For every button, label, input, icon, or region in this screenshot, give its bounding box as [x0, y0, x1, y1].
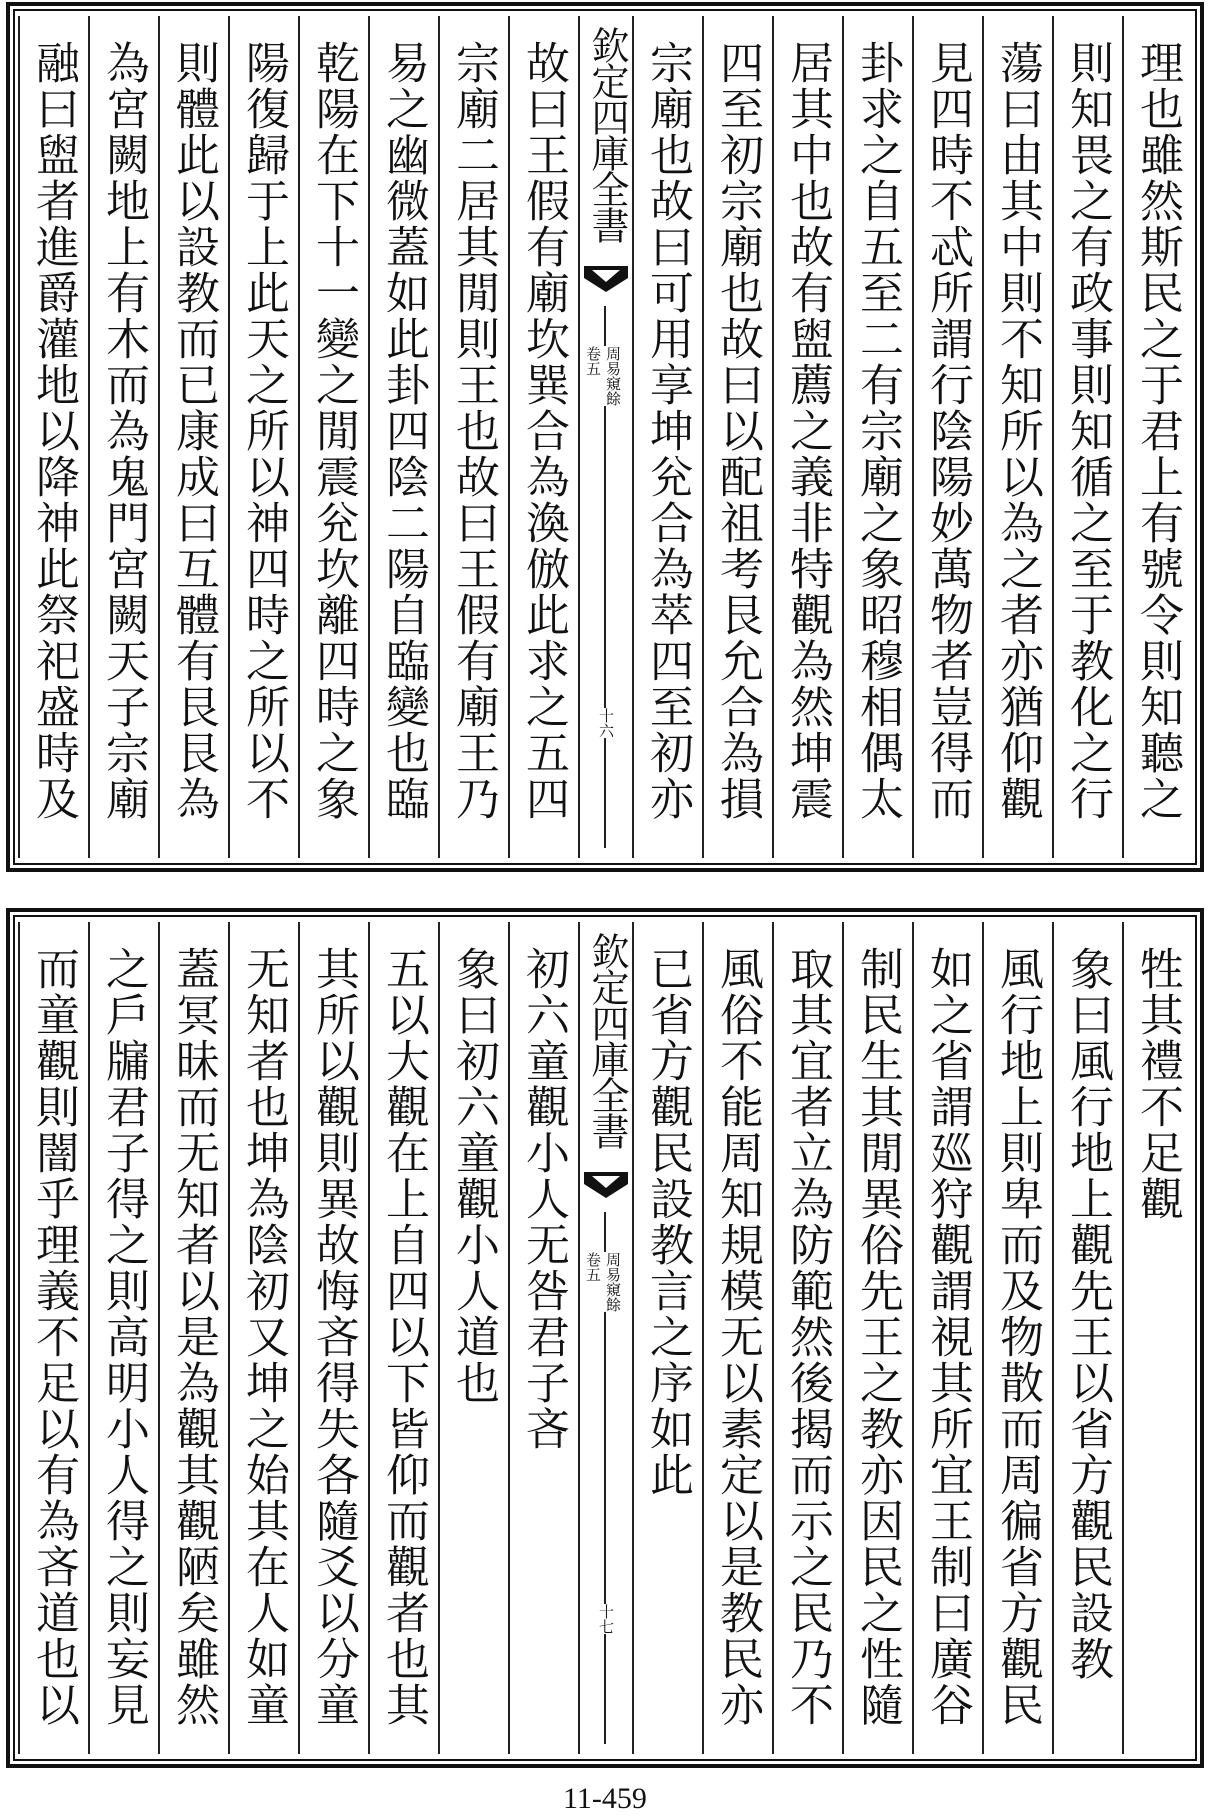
text-column: 居其中也故有盥薦之義非特觀為然坤震 — [772, 16, 842, 858]
volume-label: 卷五 — [584, 1252, 602, 1282]
fish-tail-mark-icon — [584, 1172, 628, 1202]
text-column: 理也雖然斯民之于君上有號令則知聽之 — [1122, 16, 1192, 858]
block-center-margin — [578, 16, 632, 858]
book-title: 欽定四庫全書 — [585, 932, 629, 1148]
text-column: 蓋冥昧而无知者以是為觀其觀陋矣雖然 — [158, 922, 228, 1754]
text-column: 蕩曰由其中則不知所以為之者亦猶仰觀 — [982, 16, 1052, 858]
text-column: 四至初宗廟也故曰以配祖考艮允合為損 — [702, 16, 772, 858]
top-columns — [18, 16, 1192, 858]
text-column: 乾陽在下十一變之閒震兊坎離四時之象 — [298, 16, 368, 858]
text-column: 故曰王假有廟坎巽合為渙倣此求之五四 — [508, 16, 578, 858]
fish-tail-mark-icon — [584, 266, 628, 296]
book-name: 周易窺餘 — [604, 1252, 622, 1312]
block-center-margin — [578, 922, 632, 1754]
text-column: 易之幽微蓋如此卦四陰二陽自臨變也臨 — [368, 16, 438, 858]
leaf-number: 十六 — [597, 708, 615, 738]
text-column: 其所以觀則異故悔吝得失各隨爻以分童 — [298, 922, 368, 1754]
text-column: 制民生其閒異俗先王之教亦因民之性隨 — [842, 922, 912, 1754]
text-column: 陽復歸于上此天之所以神四時之所以不 — [228, 16, 298, 858]
bottom-page-panel — [6, 908, 1204, 1768]
text-column: 宗廟也故曰可用享坤兊合為萃四至初亦 — [632, 16, 702, 858]
text-column: 為宮闕地上有木而為鬼門宮闕天子宗廟 — [88, 16, 158, 858]
text-column: 初六童觀小人无咎君子吝 — [508, 922, 578, 1754]
text-column: 則體此以設教而已康成曰互體有艮艮為 — [158, 16, 228, 858]
text-column: 取其宜者立為防範然後揭而示之民乃不 — [772, 922, 842, 1754]
text-column: 卦求之自五至二有宗廟之象昭穆相偶太 — [842, 16, 912, 858]
top-page-panel — [6, 2, 1204, 872]
text-column: 宗廟二居其閒則王也故曰王假有廟王乃 — [438, 16, 508, 858]
text-column: 象曰初六童觀小人道也 — [438, 922, 508, 1754]
book-name: 周易窺餘 — [604, 346, 622, 406]
text-column: 已省方觀民設教言之序如此 — [632, 922, 702, 1754]
text-column: 則知畏之有政事則知循之至于教化之行 — [1052, 16, 1122, 858]
text-column: 而童觀則闇乎理義不足以有為吝道也以 — [18, 922, 88, 1754]
page-number: 11-459 — [563, 1782, 647, 1815]
text-column: 无知者也坤為陰初又坤之始其在人如童 — [228, 922, 298, 1754]
text-column: 風行地上則卑而及物散而周徧省方觀民 — [982, 922, 1052, 1754]
text-column: 如之省謂廵狩觀謂視其所宜王制曰廣谷 — [912, 922, 982, 1754]
text-column: 融曰盥者進爵灌地以降神此祭祀盛時及 — [18, 16, 88, 858]
text-column: 牲其禮不足觀 — [1122, 922, 1192, 1754]
text-column: 見四時不忒所謂行陰陽妙萬物者豈得而 — [912, 16, 982, 858]
text-column: 象曰風行地上觀先王以省方觀民設教 — [1052, 922, 1122, 1754]
text-column: 之戶牖君子得之則高明小人得之則妄見 — [88, 922, 158, 1754]
leaf-number: 十七 — [597, 1604, 615, 1634]
bottom-columns — [18, 922, 1192, 1754]
text-column: 風俗不能周知規模无以素定以是教民亦 — [702, 922, 772, 1754]
text-column: 五以大觀在上自四以下皆仰而觀者也其 — [368, 922, 438, 1754]
book-title: 欽定四庫全書 — [585, 26, 629, 242]
volume-label: 卷五 — [584, 346, 602, 376]
